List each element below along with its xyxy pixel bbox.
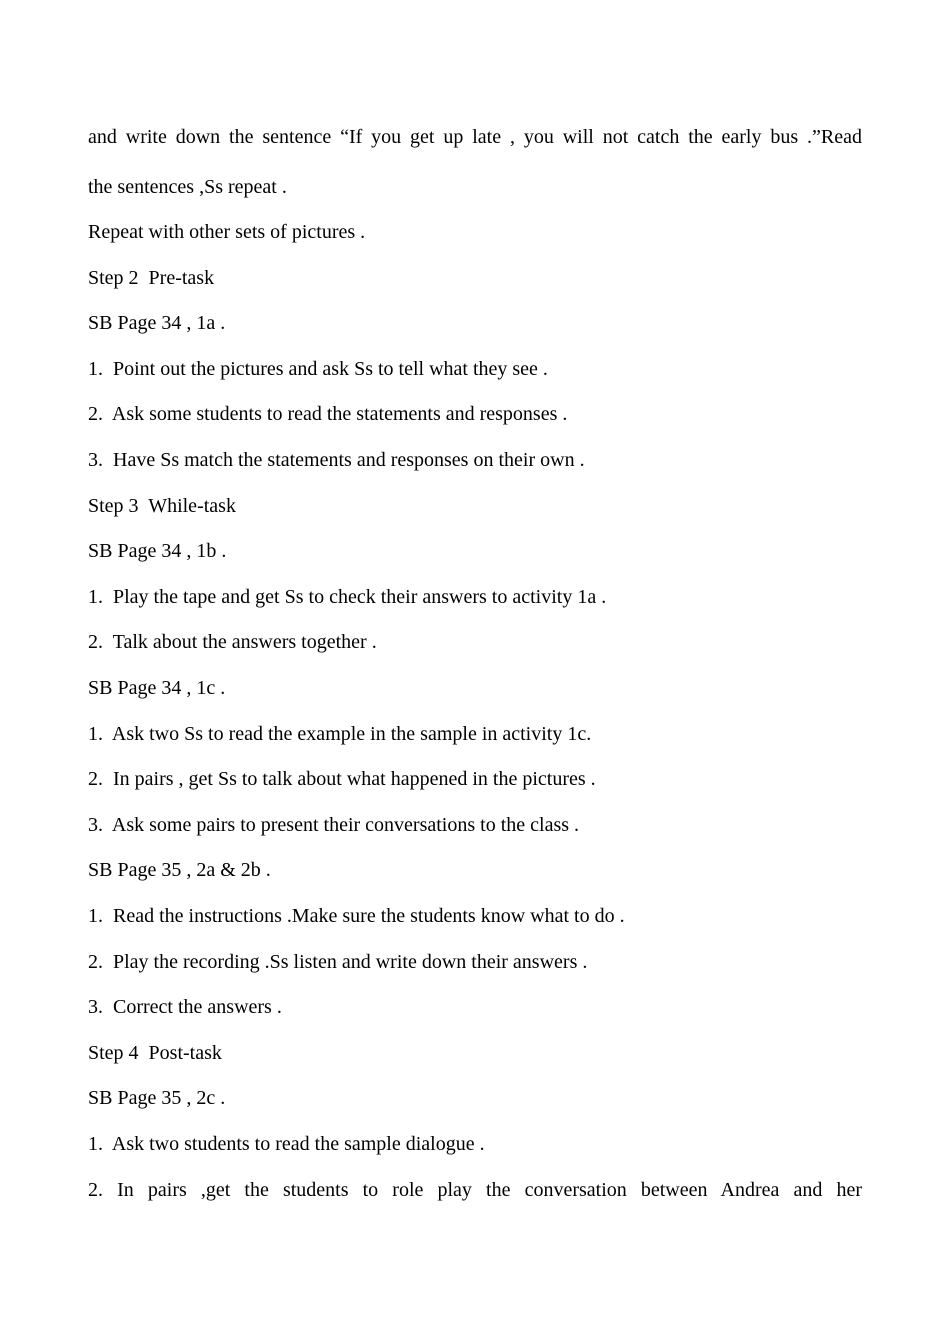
step-4-heading: Step 4 Post-task	[88, 1042, 222, 1064]
sb-page-34-1c: SB Page 34 , 1c .	[88, 677, 226, 699]
sb-page-35-2a-2b: SB Page 35 , 2a & 2b .	[88, 859, 271, 881]
list-item: 2. In pairs ,get the students to role play the conversation between Andrea and her	[88, 1179, 862, 1201]
text-line-1: and write down the sentence “If you get up late , you will not catch the early bus .”Read	[88, 126, 862, 148]
list-item: 2. Ask some students to read the statements and responses .	[88, 403, 568, 425]
list-item: 3. Have Ss match the statements and responses on their own .	[88, 449, 585, 471]
list-item: 1. Read the instructions .Make sure the students know what to do .	[88, 905, 625, 927]
text-line-3: Repeat with other sets of pictures .	[88, 221, 366, 243]
list-item: 2. In pairs , get Ss to talk about what happened in the pictures .	[88, 768, 596, 790]
text-line-2: the sentences ,Ss repeat .	[88, 176, 287, 198]
sb-page-34-1a: SB Page 34 , 1a .	[88, 312, 226, 334]
step-3-heading: Step 3 While-task	[88, 495, 236, 517]
list-item: 1. Point out the pictures and ask Ss to tell what they see .	[88, 358, 548, 380]
list-item: 1. Ask two Ss to read the example in the sample in activity 1c.	[88, 723, 592, 745]
list-item: 1. Ask two students to read the sample dialogue .	[88, 1133, 485, 1155]
sb-page-34-1b: SB Page 34 , 1b .	[88, 540, 227, 562]
list-item: 3. Correct the answers .	[88, 996, 282, 1018]
list-item: 1. Play the tape and get Ss to check their answers to activity 1a .	[88, 586, 607, 608]
list-item: 2. Talk about the answers together .	[88, 631, 377, 653]
list-item: 3. Ask some pairs to present their conversations to the class .	[88, 814, 580, 836]
step-2-heading: Step 2 Pre-task	[88, 267, 215, 289]
sb-page-35-2c: SB Page 35 , 2c .	[88, 1087, 226, 1109]
list-item: 2. Play the recording .Ss listen and write down their answers .	[88, 951, 588, 973]
